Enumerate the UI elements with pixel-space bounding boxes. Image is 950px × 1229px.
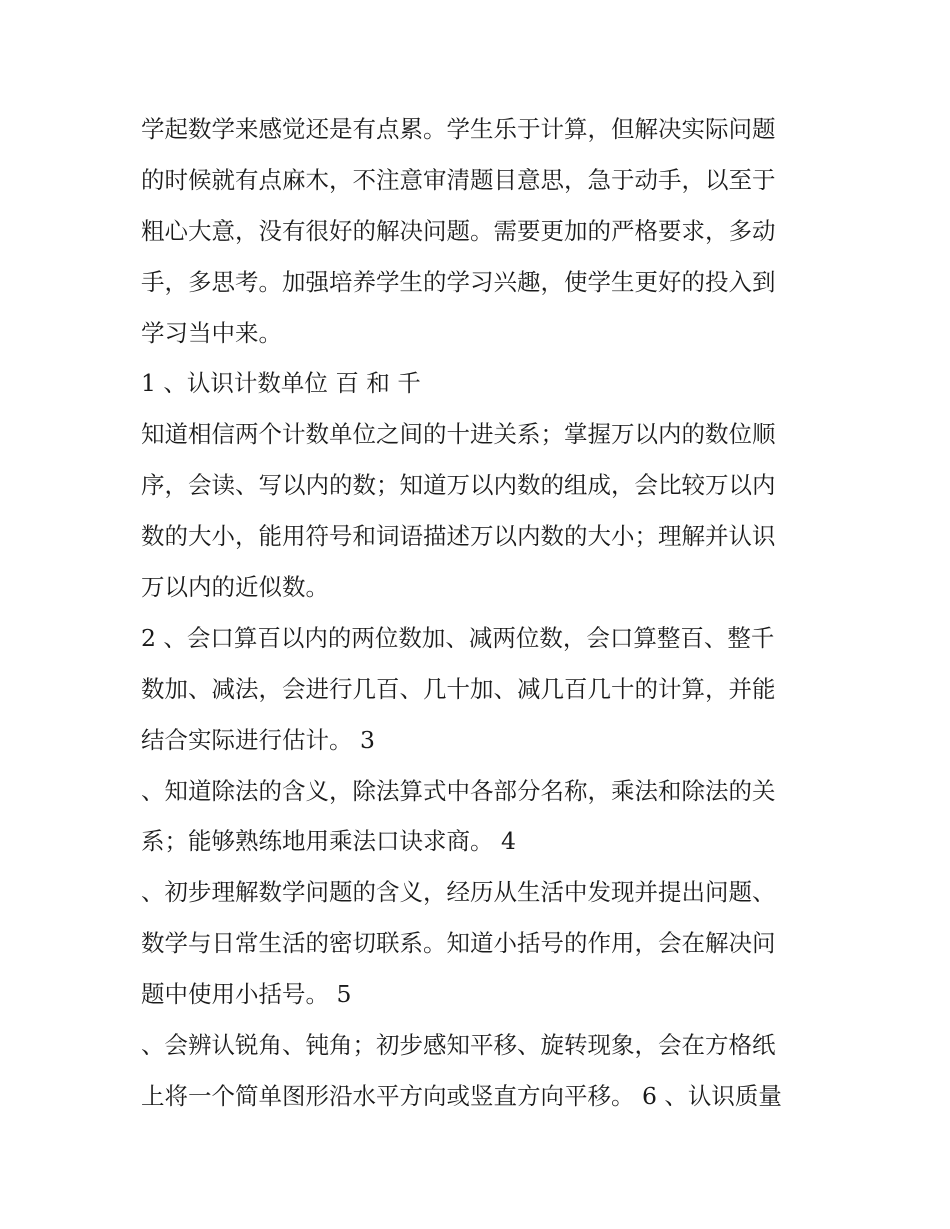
text-line-17: 数学与日常生活的密切联系。知道小括号的作用，会在解决问	[141, 929, 776, 958]
text-line-2: 的时候就有点麻木，不注意审清题目意思，急于动手，以至于	[141, 165, 776, 194]
text-line-20: 上将一个简单图形沿水平方向或竖直方向平移。 6 、认识质量	[141, 1081, 782, 1110]
text-line-16: 、初步理解数学问题的含义，经历从生活中发现并提出问题、	[141, 878, 776, 907]
text-line-14: 、知道除法的含义，除法算式中各部分名称，乘法和除法的关	[141, 776, 776, 805]
text-line-6: 1 、认识计数单位 百 和 千	[141, 369, 421, 398]
text-line-1: 学起数学来感觉还是有点累。学生乐于计算，但解决实际问题	[141, 115, 776, 143]
text-line-9: 数的大小，能用符号和词语描述万以内数的大小；理解并认识	[141, 522, 776, 551]
text-line-5: 学习当中来。	[141, 318, 282, 347]
text-line-4: 手，多思考。加强培养学生的学习兴趣，使学生更好的投入到	[141, 267, 776, 296]
text-line-10: 万以内的近似数。	[141, 573, 329, 602]
body-text	[141, 104, 821, 1122]
text-line-13: 结合实际进行估计。 3	[141, 725, 375, 754]
text-line-7: 知道相信两个计数单位之间的十进关系；掌握万以内的数位顺	[141, 420, 776, 449]
text-line-19: 、会辨认锐角、钝角；初步感知平移、旋转现象，会在方格纸	[141, 1031, 776, 1060]
text-line-15: 系；能够熟练地用乘法口诀求商。 4	[141, 827, 516, 856]
text-line-18: 题中使用小括号。 5	[141, 980, 352, 1009]
text-line-11: 2 、会口算百以内的两位数加、减两位数，会口算整百、整千	[141, 623, 775, 652]
text-line-3: 粗心大意，没有很好的解决问题。需要更加的严格要求，多动	[141, 216, 776, 245]
text-line-8: 序，会读、写以内的数；知道万以内数的组成，会比较万以内	[141, 471, 776, 500]
text-line-12: 数加、减法，会进行几百、几十加、减几百几十的计算，并能	[141, 674, 776, 703]
